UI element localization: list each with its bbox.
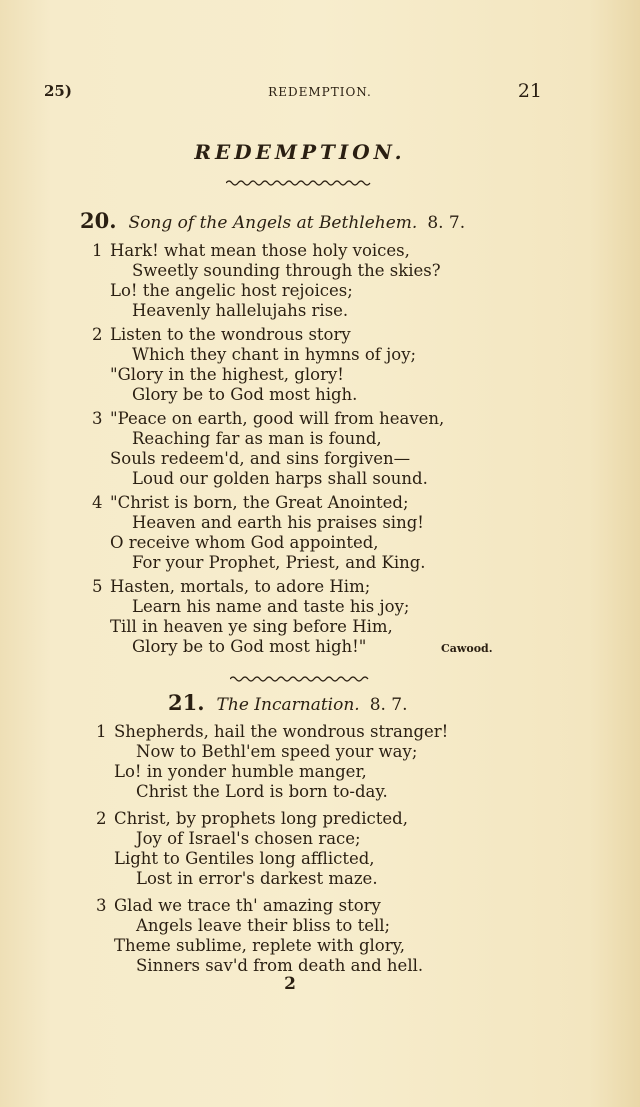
running-title: REDEMPTION. xyxy=(268,85,372,99)
verse-line: Now to Bethl'em speed your way; xyxy=(136,742,418,761)
verse xyxy=(96,896,516,976)
verse-number: 2 xyxy=(96,809,107,828)
verse-number: 3 xyxy=(92,409,103,428)
wavy-rule-ornament xyxy=(230,675,370,683)
hymn-number: 21. xyxy=(168,690,205,715)
hymn-meter: 8. 7. xyxy=(427,213,466,233)
verse-line: Lo! the angelic host rejoices; xyxy=(110,281,353,300)
verse-line: Till in heaven ye sing before Him, xyxy=(110,617,393,636)
verse-line: Listen to the wondrous story xyxy=(110,325,351,344)
verse-line: Light to Gentiles long afflicted, xyxy=(114,849,375,868)
verse-line: For your Prophet, Priest, and King. xyxy=(132,553,426,572)
hymn-21-heading xyxy=(168,690,408,715)
verse-line: Christ, by prophets long predicted, xyxy=(114,809,408,828)
verse-number: 1 xyxy=(92,241,103,260)
verse-line: Hasten, mortals, to adore Him; xyxy=(110,577,371,596)
verse-line: O receive whom God appointed, xyxy=(110,533,379,552)
verse xyxy=(92,493,512,573)
hymn-title: Song of the Angels at Bethlehem. xyxy=(128,213,418,233)
verse-line: Sinners sav'd from death and hell. xyxy=(136,956,424,975)
section-title: REDEMPTION. xyxy=(194,140,406,164)
hymn-number: 20. xyxy=(80,208,117,233)
verse-line: Lost in error's darkest maze. xyxy=(136,869,378,888)
verse xyxy=(96,722,516,802)
verse xyxy=(96,809,516,889)
page-number: 21 xyxy=(517,80,542,102)
verse-line: Joy of Israel's chosen race; xyxy=(136,829,361,848)
signature-mark: 2 xyxy=(284,974,296,994)
verse-number: 3 xyxy=(96,896,107,915)
hymn-20-heading xyxy=(80,208,465,233)
verse xyxy=(92,409,512,489)
verse-line: Reaching far as man is found, xyxy=(132,429,382,448)
hymn-author: Cawood. xyxy=(441,642,493,655)
verse-line: "Christ is born, the Great Anointed; xyxy=(110,493,409,512)
verse-line: Glory be to God most high. xyxy=(132,385,358,404)
verse-number: 5 xyxy=(92,577,103,596)
verse-line: Glad we trace th' amazing story xyxy=(114,896,381,915)
header-left-mark: 25) xyxy=(44,82,72,100)
verse xyxy=(92,241,512,321)
verse-line: Christ the Lord is born to-day. xyxy=(136,782,388,801)
verse-line: Glory be to God most high!" xyxy=(132,637,367,656)
verse-line: Sweetly sounding through the skies? xyxy=(132,261,441,280)
hymn-meter: 8. 7. xyxy=(369,695,408,715)
verse-line: Heavenly hallelujahs rise. xyxy=(132,301,349,320)
verse-line: "Peace on earth, good will from heaven, xyxy=(110,409,445,428)
hymn-title: The Incarnation. xyxy=(216,695,360,715)
wavy-rule-ornament xyxy=(226,179,372,187)
verse-number: 4 xyxy=(92,493,103,512)
verse xyxy=(92,325,512,405)
verse-line: Learn his name and taste his joy; xyxy=(132,597,410,616)
verse-line: Which they chant in hymns of joy; xyxy=(132,345,417,364)
verse-number: 1 xyxy=(96,722,107,741)
verse-line: "Glory in the highest, glory! xyxy=(110,365,344,384)
verse-line: Shepherds, hail the wondrous stranger! xyxy=(114,722,449,741)
verse-number: 2 xyxy=(92,325,103,344)
verse-line: Lo! in yonder humble manger, xyxy=(114,762,367,781)
verse-line: Theme sublime, replete with glory, xyxy=(114,936,405,955)
verse-line: Souls redeem'd, and sins forgiven— xyxy=(110,449,411,468)
verse-line: Hark! what mean those holy voices, xyxy=(110,241,410,260)
verse-line: Loud our golden harps shall sound. xyxy=(132,469,428,488)
verse-line: Angels leave their bliss to tell; xyxy=(136,916,391,935)
verse-line: Heaven and earth his praises sing! xyxy=(132,513,424,532)
running-header xyxy=(0,82,640,106)
